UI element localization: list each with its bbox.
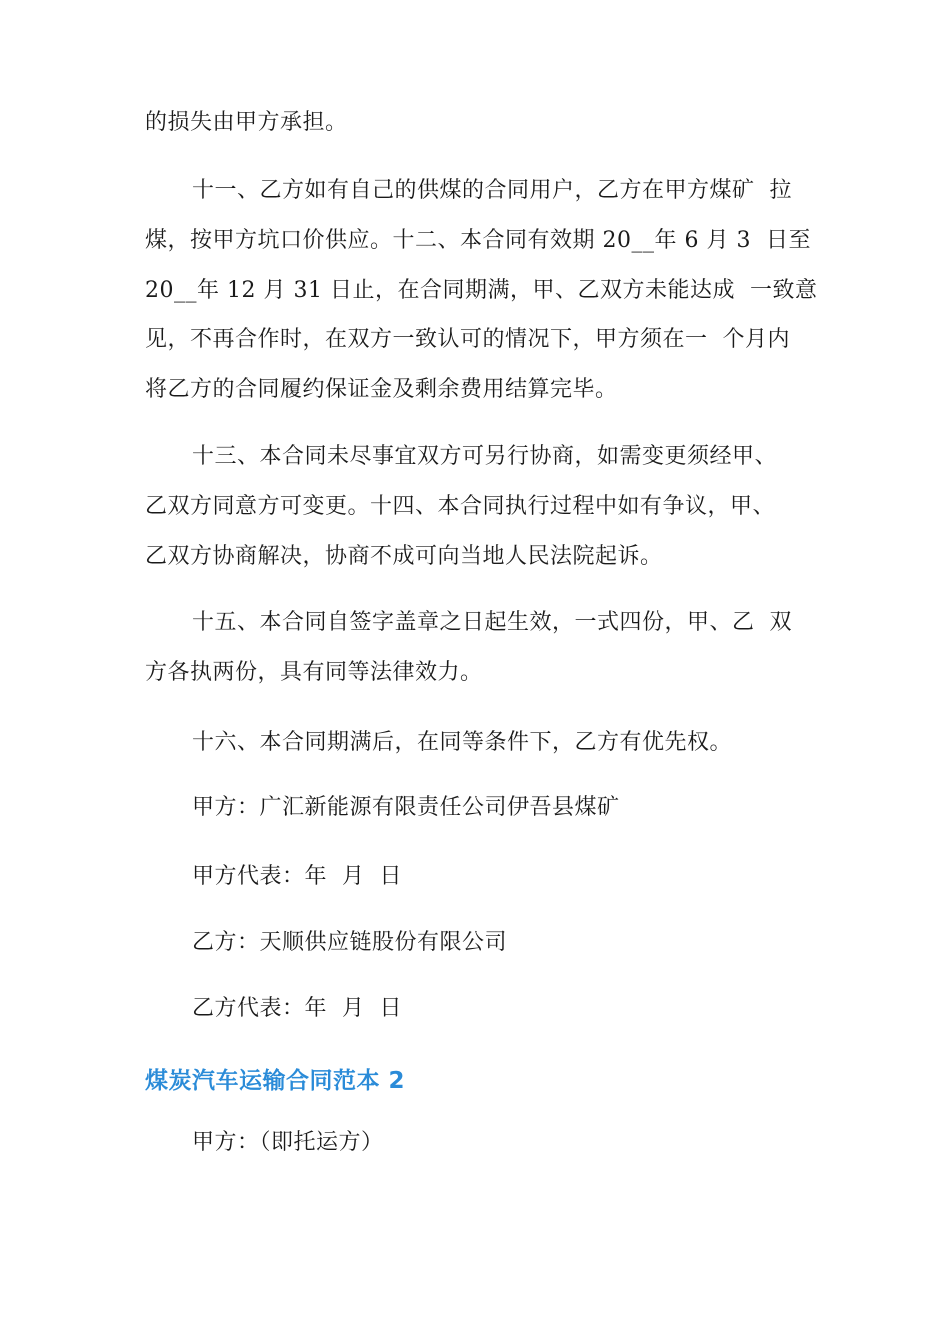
- party-a-representative: 甲方代表：年 月 日: [192, 864, 402, 889]
- paragraph-line: 乙双方同意方可变更。十四、本合同执行过程中如有争议，甲、: [145, 494, 776, 519]
- paragraph-line: 乙双方协商解决，协商不成可向当地人民法院起诉。: [145, 544, 663, 569]
- paragraph-line: 将乙方的合同履约保证金及剩余费用结算完毕。: [145, 377, 618, 402]
- paragraph-line: 方各执两份，具有同等法律效力。: [145, 660, 483, 685]
- paragraph-line: 十三、本合同未尽事宜双方可另行协商，如需变更须经甲、: [192, 444, 778, 469]
- paragraph-line: 煤，按甲方坑口价供应。十二、本合同有效期 20__年 6 月 3 日至: [145, 228, 811, 253]
- party-a-label: 甲方：（即托运方）: [192, 1130, 384, 1155]
- paragraph-line: 十六、本合同期满后，在同等条件下，乙方有优先权。: [192, 730, 733, 755]
- paragraph-line: 见，不再合作时，在双方一致认可的情况下，甲方须在一 个月内: [145, 327, 790, 352]
- paragraph-line: 十五、本合同自签字盖章之日起生效，一式四份，甲、乙 双: [192, 610, 792, 635]
- paragraph-line: 十一、乙方如有自己的供煤的合同用户，乙方在甲方煤矿 拉: [192, 178, 792, 203]
- section-heading: 煤炭汽车运输合同范本 2: [145, 1068, 406, 1094]
- party-a-name: 甲方：广汇新能源有限责任公司伊吾县煤矿: [192, 795, 620, 820]
- party-b-representative: 乙方代表：年 月 日: [192, 996, 402, 1021]
- paragraph-line: 的损失由甲方承担。: [145, 110, 348, 135]
- paragraph-line: 20__年 12 月 31 日止，在合同期满，甲、乙双方未能达成 一致意: [145, 278, 818, 303]
- party-b-name: 乙方：天顺供应链股份有限公司: [192, 930, 508, 955]
